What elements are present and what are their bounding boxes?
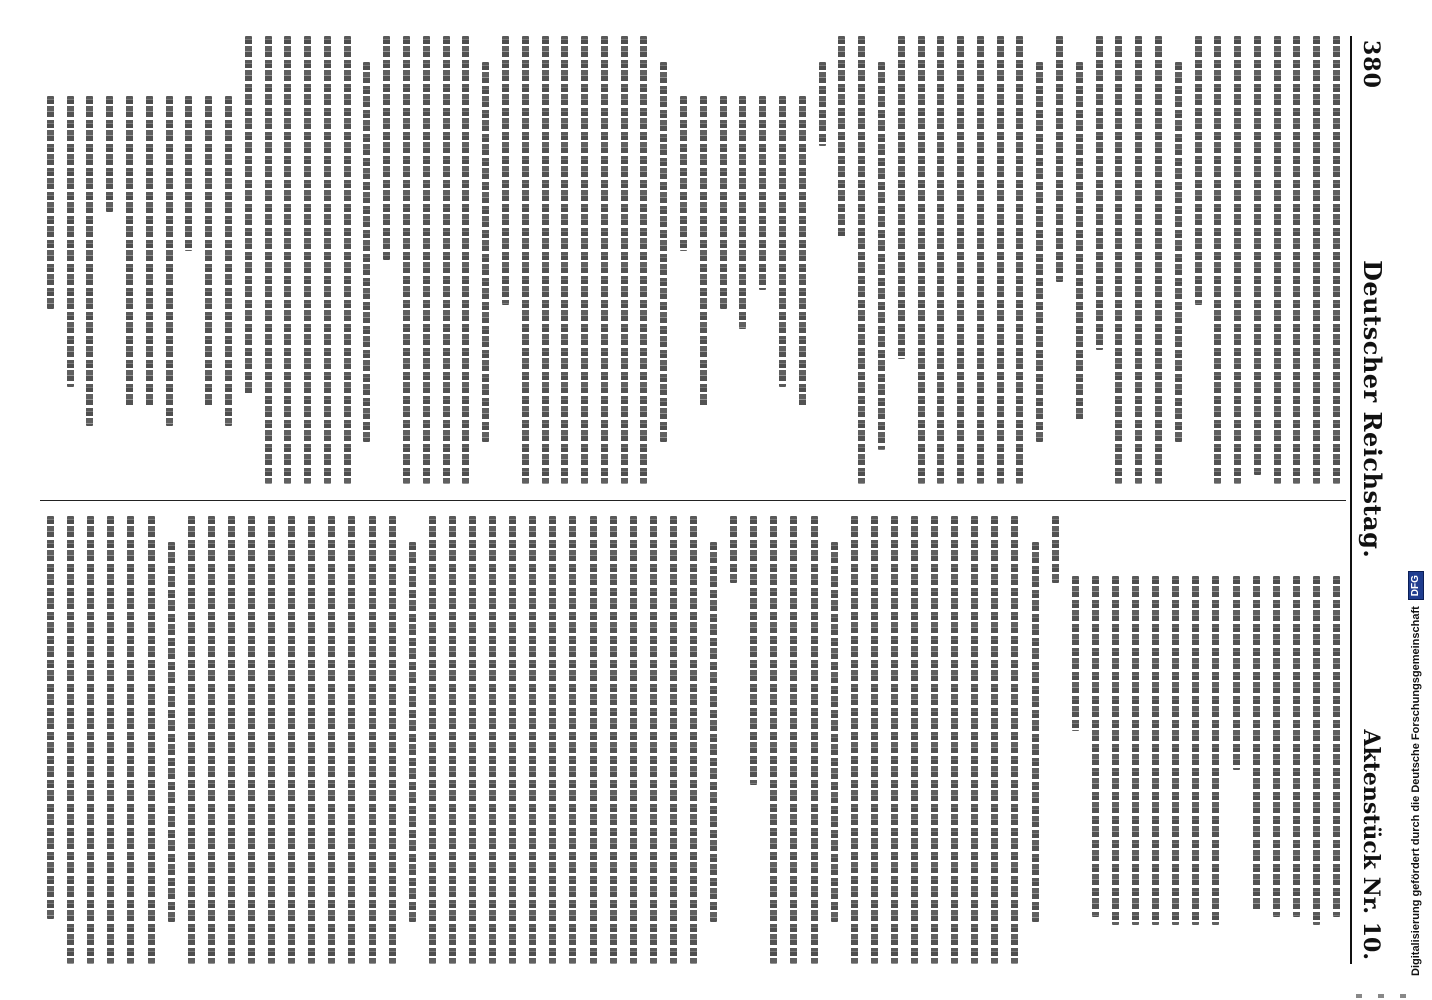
text-line <box>831 542 838 922</box>
text-line <box>107 516 114 964</box>
text-line <box>891 516 898 964</box>
text-line <box>1072 576 1079 731</box>
text-line <box>610 516 617 964</box>
text-line <box>1192 576 1199 925</box>
text-line <box>304 36 311 484</box>
text-line <box>268 516 275 964</box>
text-line <box>720 96 727 309</box>
page-number: 380 <box>1358 40 1384 89</box>
text-line <box>146 96 153 406</box>
text-line <box>1112 576 1119 925</box>
text-line <box>389 516 396 964</box>
text-line <box>690 516 697 964</box>
text-line <box>710 542 717 922</box>
text-line <box>1036 62 1043 442</box>
text-line <box>67 516 74 964</box>
text-line <box>997 36 1004 484</box>
text-line <box>1253 576 1260 910</box>
text-line <box>265 36 272 484</box>
text-line <box>1234 36 1241 484</box>
text-line <box>819 62 826 146</box>
text-line <box>126 96 133 406</box>
column-divider <box>40 500 1346 501</box>
text-line <box>991 516 998 964</box>
text-line <box>1115 36 1122 484</box>
text-line <box>449 516 456 964</box>
text-line <box>87 516 94 964</box>
text-line <box>799 96 806 406</box>
text-line <box>770 516 777 964</box>
text-line <box>851 516 858 964</box>
text-line <box>248 516 255 964</box>
text-line <box>1016 36 1023 484</box>
text-line <box>308 516 315 964</box>
text-line <box>403 36 410 484</box>
text-line <box>590 516 597 964</box>
text-line <box>898 36 905 359</box>
text-line <box>1175 62 1182 442</box>
digitization-footer <box>1406 0 1426 1000</box>
text-line <box>1274 36 1281 484</box>
text-line <box>47 96 54 309</box>
text-line <box>779 96 786 387</box>
text-line <box>1012 516 1019 964</box>
text-line <box>1233 576 1240 770</box>
dfg-logo: DFG <box>1408 571 1424 600</box>
text-line <box>529 516 536 964</box>
text-line <box>1254 36 1261 475</box>
running-header <box>1358 40 1388 960</box>
text-line <box>730 516 737 583</box>
text-line <box>1096 36 1103 350</box>
text-line <box>670 516 677 964</box>
text-line <box>185 96 192 251</box>
text-line <box>284 36 291 484</box>
text-line <box>489 516 496 964</box>
text-line <box>363 62 370 442</box>
text-line <box>1032 542 1039 922</box>
text-line <box>509 516 516 964</box>
text-line <box>739 96 746 329</box>
text-line <box>1294 36 1301 484</box>
text-line <box>208 516 215 964</box>
text-line <box>581 36 588 484</box>
text-line <box>1155 36 1162 484</box>
text-line <box>522 36 529 484</box>
text-line <box>569 516 576 964</box>
text-line <box>1056 36 1063 282</box>
text-line <box>127 516 134 964</box>
text-line <box>67 96 74 387</box>
text-line <box>931 516 938 964</box>
text-line <box>977 36 984 484</box>
text-line <box>621 36 628 484</box>
text-line <box>225 96 232 426</box>
header-rule <box>1350 36 1352 964</box>
text-line <box>462 36 469 484</box>
scan-edge-marks <box>1342 990 1432 1000</box>
text-column-right <box>40 516 1346 964</box>
text-line <box>1212 576 1219 925</box>
text-line <box>188 516 195 964</box>
text-line <box>1132 576 1139 925</box>
text-line <box>549 516 556 964</box>
text-line <box>86 96 93 426</box>
text-line <box>409 542 416 922</box>
text-line <box>561 36 568 484</box>
text-line <box>383 36 390 260</box>
text-line <box>1313 36 1320 484</box>
text-line <box>790 516 797 964</box>
text-line <box>878 62 885 450</box>
text-line <box>1076 62 1083 421</box>
text-line <box>1052 516 1059 583</box>
text-line <box>542 36 549 484</box>
text-line <box>328 516 335 964</box>
text-line <box>911 516 918 964</box>
text-line <box>858 36 865 484</box>
text-line <box>937 36 944 484</box>
text-line <box>750 516 757 785</box>
text-line <box>502 36 509 305</box>
text-line <box>641 36 648 484</box>
text-line <box>660 62 667 442</box>
text-line <box>1293 576 1300 917</box>
text-line <box>148 516 155 964</box>
text-line <box>228 516 235 964</box>
text-line <box>106 96 113 212</box>
text-line <box>871 516 878 964</box>
text-line <box>369 516 376 964</box>
text-line <box>423 36 430 484</box>
piece-label: Aktenstück Nr. 10. <box>1358 729 1384 960</box>
text-line <box>245 36 252 394</box>
text-line <box>288 516 295 964</box>
text-line <box>1273 576 1280 917</box>
text-line <box>680 96 687 251</box>
text-line <box>1333 576 1340 917</box>
text-line <box>166 96 173 426</box>
text-line <box>469 516 476 964</box>
text-line <box>1333 36 1340 484</box>
text-line <box>650 516 657 964</box>
text-line <box>957 36 964 484</box>
rotated-page <box>10 0 1390 1000</box>
text-line <box>700 96 707 406</box>
text-line <box>971 516 978 964</box>
text-line <box>1214 36 1221 484</box>
text-line <box>1313 576 1320 925</box>
footer-credit: Digitalisierung gefördert durch die Deutsche Forschungsgemeinschaft <box>1410 606 1422 976</box>
text-line <box>1152 576 1159 925</box>
text-line <box>630 516 637 964</box>
text-line <box>482 62 489 442</box>
text-line <box>951 516 958 964</box>
text-line <box>324 36 331 484</box>
text-line <box>429 516 436 964</box>
text-line <box>1195 36 1202 305</box>
text-line <box>168 542 175 922</box>
text-line <box>601 36 608 484</box>
text-line <box>443 36 450 484</box>
text-column-left <box>40 36 1346 484</box>
text-line <box>1172 576 1179 925</box>
text-line <box>759 96 766 290</box>
text-line <box>348 516 355 964</box>
text-line <box>1092 576 1099 917</box>
journal-title: Deutscher Reichstag. <box>1358 260 1387 559</box>
text-line <box>811 516 818 964</box>
text-line <box>1135 36 1142 484</box>
text-line <box>344 36 351 484</box>
text-line <box>205 96 212 406</box>
text-line <box>838 36 845 238</box>
text-line <box>47 516 54 919</box>
text-line <box>918 36 925 484</box>
